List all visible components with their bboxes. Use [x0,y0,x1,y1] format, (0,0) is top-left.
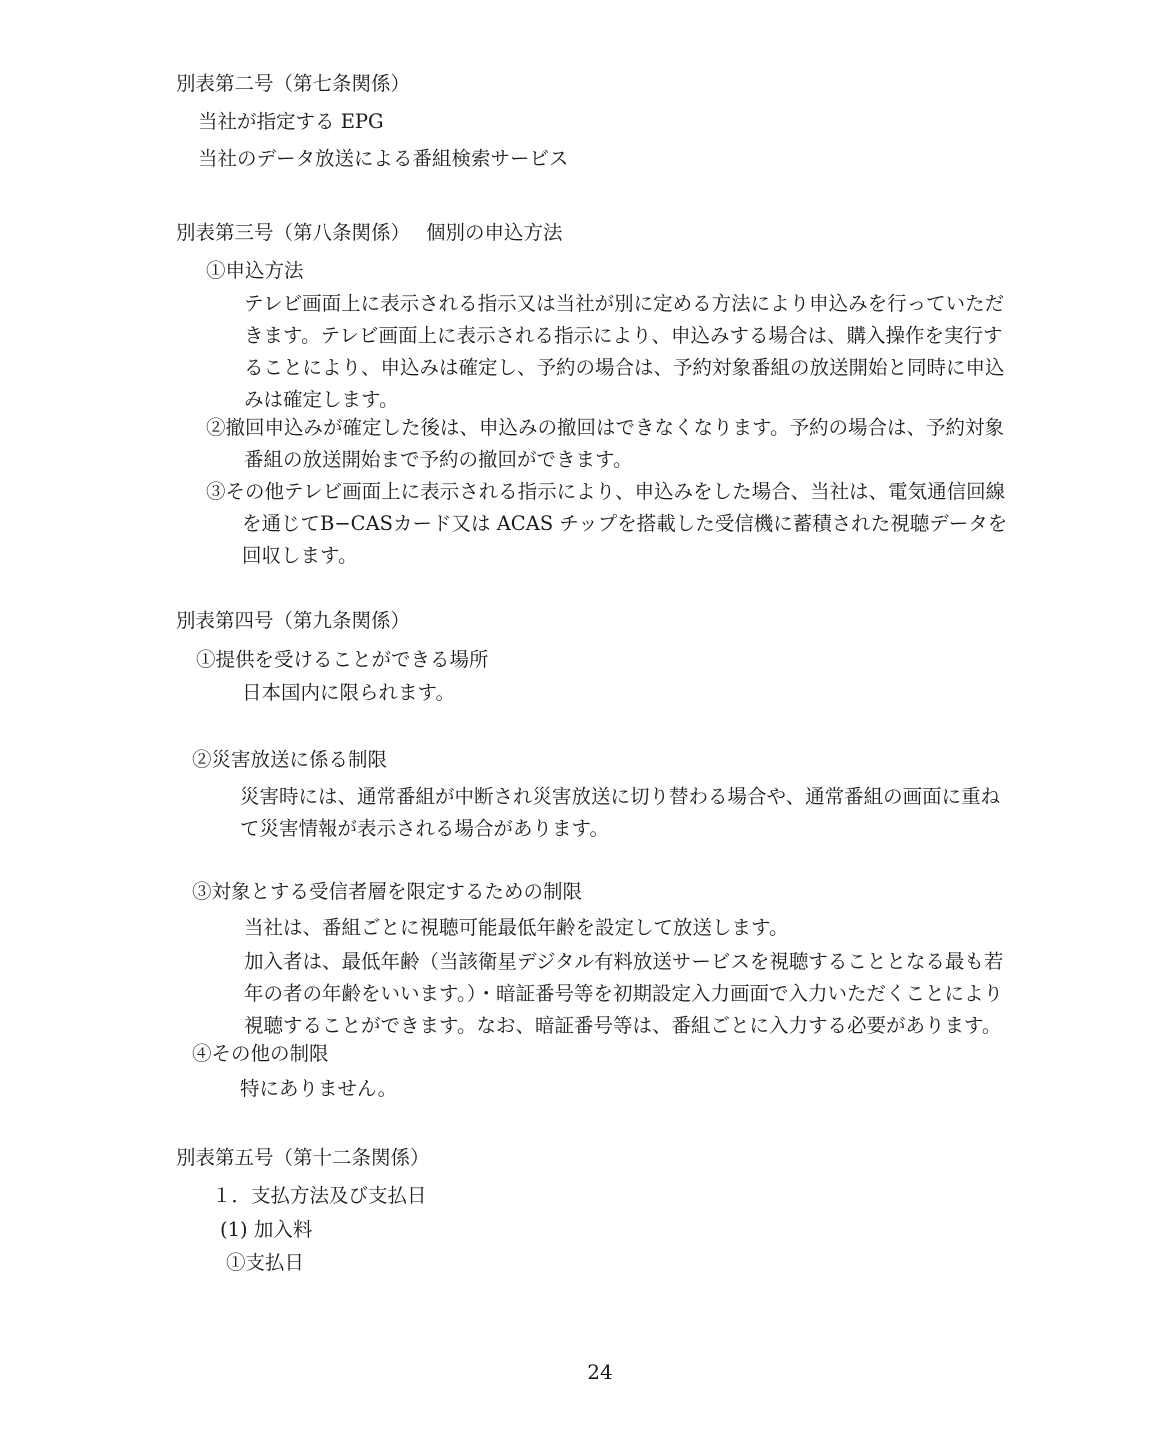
section-heading-table5: 別表第五号（第十二条関係） [176,1146,430,1169]
paragraph-line: て災害情報が表示される場合があります。 [240,817,609,840]
table3-viewing-data-clause [206,476,1086,572]
table4-other-title: ④その他の制限 [192,1042,329,1065]
paragraph-line: 年の者の年齢をいいます。）・暗証番号等を初期設定入力画面で入力いただくことにより [244,982,1003,1005]
table4-other-body: 特にありません。 [240,1077,398,1100]
paragraph-line: 番組の放送開始まで予約の撤回ができます。 [244,448,633,471]
section-heading-table3: 別表第三号（第八条関係） 個別の申込方法 [176,221,563,244]
table4-audience-body [244,946,1084,1042]
paragraph-line: テレビ画面上に表示される指示又は当社が別に定める方法により申込みを行っていただ [244,292,1005,315]
paragraph-line: 災害時には、通常番組が中断され災害放送に切り替わる場合や、通常番組の画面に重ね [240,785,1001,808]
paragraph-line: ②撤回申込みが確定した後は、申込みの撤回はできなくなります。予約の場合は、予約対象 [206,416,1004,439]
table3-application-method-title: ①申込方法 [206,259,304,282]
paragraph-line: ることにより、申込みは確定し、予約の場合は、予約対象番組の放送開始と同時に申込 [244,356,1005,379]
table3-withdrawal-clause [206,412,1086,476]
paragraph-line: 回収します。 [242,544,358,567]
section-heading-table2: 別表第二号（第七条関係） [176,72,411,95]
paragraph-line: みは確定します。 [244,388,399,411]
section-heading-table4: 別表第四号（第九条関係） [176,609,411,632]
paragraph-line: きます。テレビ画面上に表示される指示により、申込みする場合は、購入操作を実行す [244,324,1003,347]
table2-item-data-broadcast: 当社のデータ放送による番組検索サービス [198,147,569,170]
table5-enrollment-fee: (1) 加入料 [220,1218,313,1241]
table4-disaster-title: ②災害放送に係る制限 [192,748,388,771]
table4-audience-line1: 当社は、番組ごとに視聴可能最低年齢を設定して放送します。 [244,916,789,939]
table4-location-title: ①提供を受けることができる場所 [196,648,489,671]
table5-payment-heading: １．支払方法及び支払日 [212,1184,427,1207]
paragraph-line: ③その他テレビ画面上に表示される指示により、申込みをした場合、当社は、電気通信回線 [206,480,1006,503]
table5-payment-date: ①支払日 [226,1251,305,1274]
page-number: 24 [587,1360,613,1384]
table2-item-epg: 当社が指定する EPG [198,110,384,133]
table4-audience-title: ③対象とする受信者層を限定するための制限 [192,880,583,903]
paragraph-line: を通じてB−CASカード又は ACAS チップを搭載した受信機に蓄積された視聴データを [242,512,1008,535]
paragraph-line: 視聴することができます。なお、暗証番号等は、番組ごとに入力する必要があります。 [244,1014,1002,1037]
paragraph-line: 加入者は、最低年齢（当該衛星デジタル有料放送サービスを視聴することとなる最も若 [244,950,1004,973]
table4-location-body: 日本国内に限られます。 [242,681,455,704]
table3-application-method-body [244,288,1084,416]
table4-disaster-body [240,781,1080,845]
